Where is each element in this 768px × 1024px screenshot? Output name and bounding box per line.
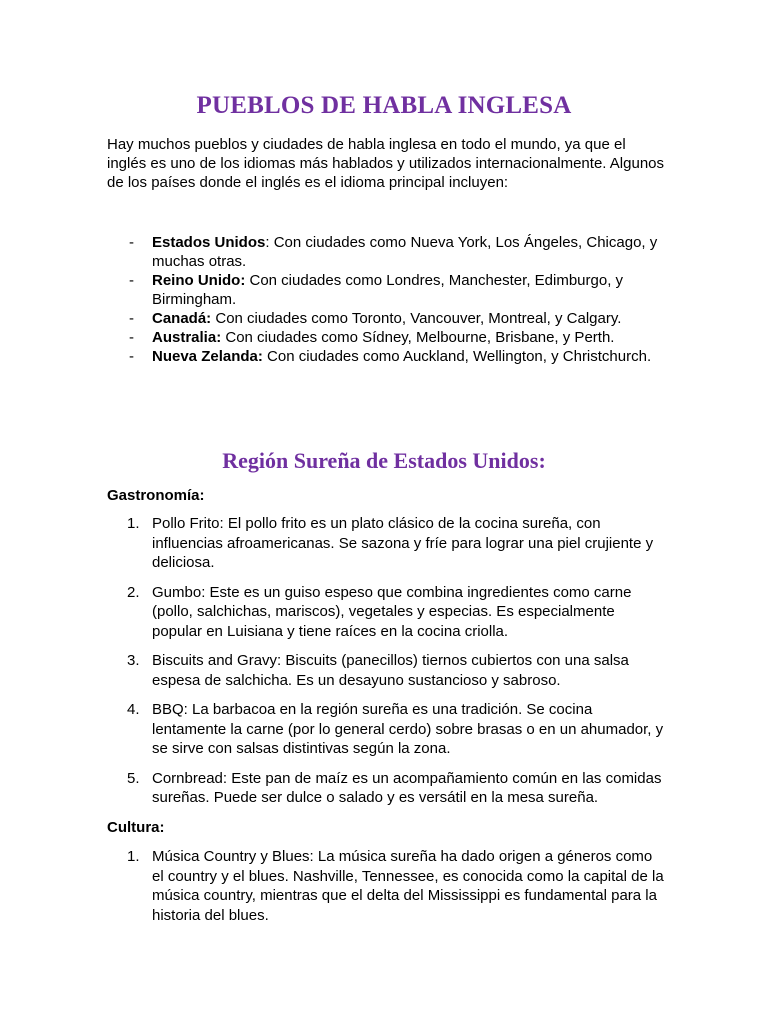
country-name: Estados Unidos bbox=[152, 234, 266, 251]
list-item bbox=[107, 328, 667, 347]
list-item bbox=[107, 769, 667, 808]
list-item bbox=[107, 847, 667, 925]
item-text: Música Country y Blues: La música sureña ha dado origen a géneros como el country y el blues. Nashville, Tennessee, es conocida como la capital de la música country, mientras que el delta del Mississippi es fundamental para la historia del blues. bbox=[152, 848, 664, 924]
dash-bullet: - bbox=[129, 329, 134, 346]
cultura-heading: Cultura: bbox=[107, 819, 165, 836]
list-item bbox=[107, 347, 667, 366]
country-text: : Con ciudades como Nueva York, Los Ángeles, Chicago, y muchas otras. bbox=[152, 234, 658, 270]
dash-bullet: - bbox=[129, 310, 134, 327]
item-number: 3. bbox=[127, 652, 140, 669]
item-text: Biscuits and Gravy: Biscuits (panecillos) tiernos cubiertos con una salsa espesa de salchicha. Es un desayuno sustancioso y sabroso. bbox=[152, 652, 629, 689]
country-text: Con ciudades como Sídney, Melbourne, Brisbane, y Perth. bbox=[221, 329, 615, 346]
list-item bbox=[107, 700, 667, 759]
country-text: Con ciudades como Toronto, Vancouver, Montreal, y Calgary. bbox=[211, 310, 622, 327]
country-text: Con ciudades como Londres, Manchester, Edimburgo, y Birmingham. bbox=[152, 272, 624, 308]
country-name: Nueva Zelanda: bbox=[152, 348, 263, 365]
country-text: Con ciudades como Auckland, Wellington, y Christchurch. bbox=[262, 348, 652, 365]
list-item bbox=[107, 233, 667, 271]
country-name: Australia: bbox=[152, 329, 222, 346]
country-name: Reino Unido: bbox=[152, 272, 246, 289]
cultura-list bbox=[107, 847, 667, 935]
intro-paragraph: Hay muchos pueblos y ciudades de habla inglesa en todo el mundo, ya que el inglés es uno de los idiomas más hablados y utilizados internacionalmente. Algunos de los países donde el inglés es el idioma principal incluyen: bbox=[107, 136, 664, 191]
country-name: Canadá: bbox=[152, 310, 212, 327]
section-title: Región Sureña de Estados Unidos: bbox=[222, 448, 546, 473]
item-text: Cornbread: Este pan de maíz es un acompañamiento común en las comidas sureñas. Puede ser dulce o salado y es versátil en la mesa sureña. bbox=[152, 769, 662, 806]
list-item bbox=[107, 309, 667, 328]
item-number: 5. bbox=[127, 769, 140, 787]
item-number: 1. bbox=[127, 515, 140, 532]
gastronomia-list bbox=[107, 514, 667, 818]
list-item bbox=[107, 514, 667, 573]
item-number: 4. bbox=[127, 701, 140, 718]
list-item bbox=[107, 271, 667, 309]
item-text: Gumbo: Este es un guiso espeso que combina ingredientes como carne (pollo, salchichas, mariscos), vegetales y especias. Es especialmente popular en Luisiana y tiene raíces en la cocina criolla. bbox=[152, 583, 632, 640]
list-item bbox=[107, 583, 667, 642]
dash-bullet: - bbox=[129, 234, 134, 251]
page-title: PUEBLOS DE HABLA INGLESA bbox=[196, 92, 572, 119]
item-text: BBQ: La barbacoa en la región sureña es una tradición. Se cocina lentamente la carne (por lo general cerdo) sobre brasas o en un ahumador, y se sirve con salsas distintivas según la zona. bbox=[152, 701, 664, 757]
gastronomia-heading: Gastronomía: bbox=[107, 487, 205, 504]
dash-bullet: - bbox=[129, 348, 134, 365]
item-text: Pollo Frito: El pollo frito es un plato clásico de la cocina sureña, con influencias afroamericanas. Se sazona y fríe para lograr una piel crujiente y deliciosa. bbox=[152, 515, 654, 571]
dash-bullet: - bbox=[129, 272, 134, 289]
countries-list bbox=[107, 233, 667, 366]
list-item bbox=[107, 651, 667, 690]
item-number: 2. bbox=[127, 583, 140, 601]
item-number: 1. bbox=[127, 848, 140, 865]
